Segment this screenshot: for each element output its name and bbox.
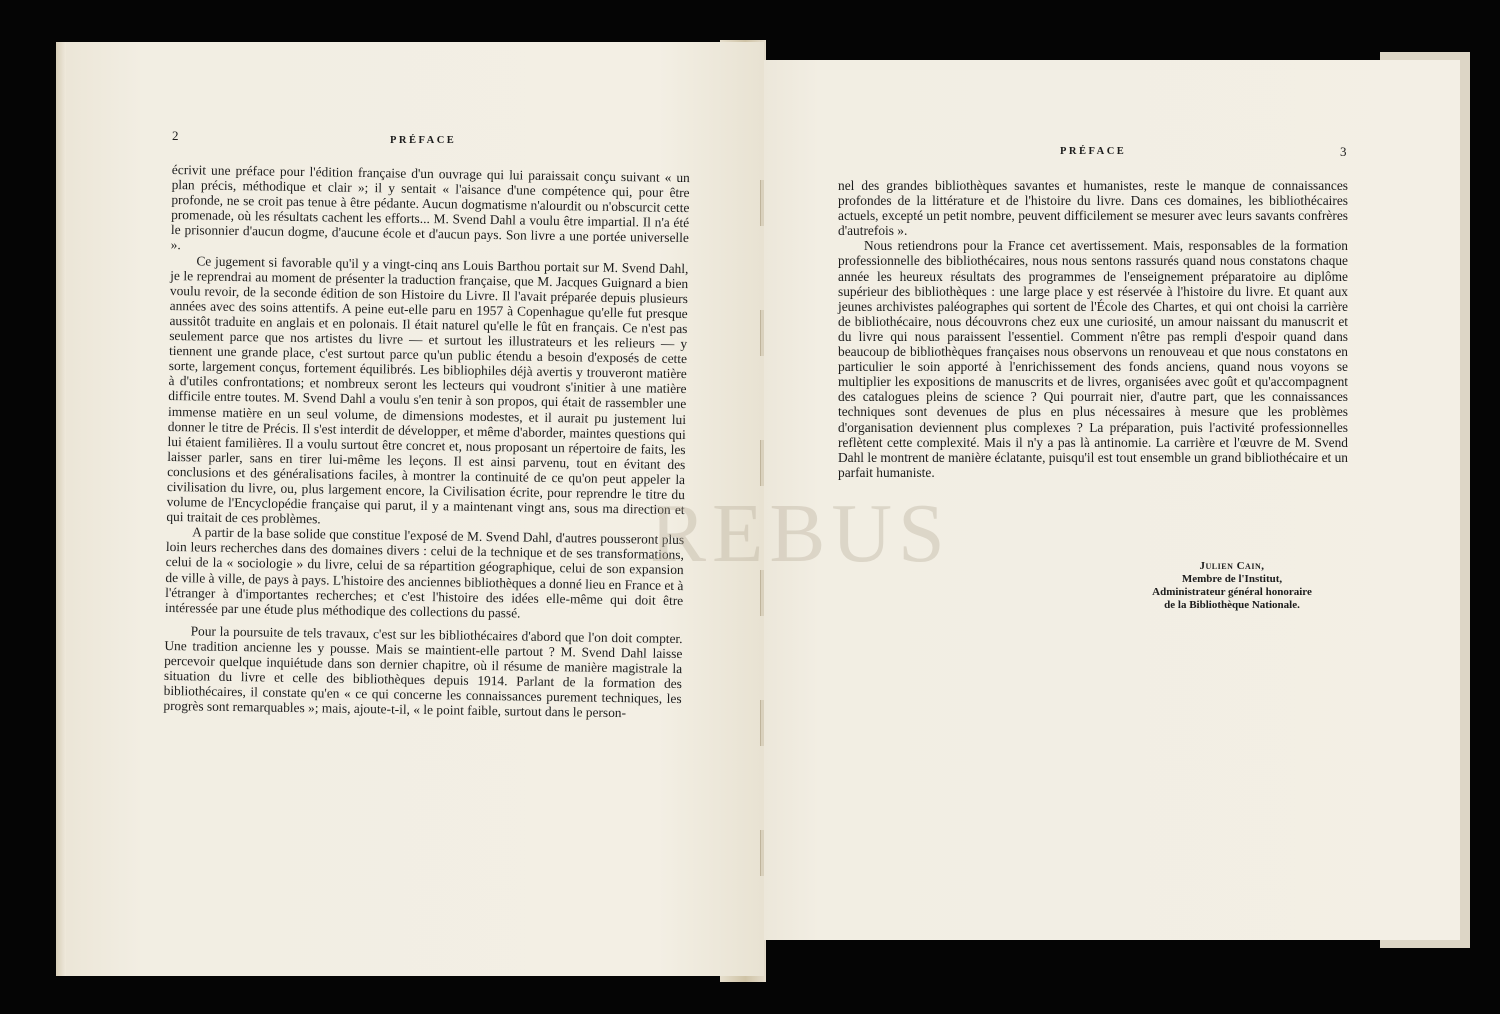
signature-block <box>1100 560 1364 612</box>
paragraph: Ce jugement si favorable qu'il y a vingt-cinq ans Louis Barthou portait sur M. Svend Dahl, je le reprendrai au moment de présenter la traduction française, que M. Jacques Guignard a bien voulu revoir, de la seconde édition de son Histoire du Livre. Il l'avait préparée depuis plusieurs années avec des soins attentifs. A peine eut-elle paru en 1957 à Copenhague qu'elle fut presque aussitôt traduite en anglais et en polonais. Il était naturel qu'elle le fût en français. Ce n'est pas seulement parce que nos artistes du livre — et surtout les illustrateurs et les relieurs — y tiennent une grande place, c'est surtout parce qu'un public étendu a besoin d'exposés de cette sorte, largement conçus, fortement équilibrés. Les bibliophiles déjà avertis y trouveront matière à d'utiles confrontations; et nombreux seront les lecteurs qui voudront s'initier à une matière difficile entre toutes. M. Svend Dahl a voulu s'en tenir à son propos, qui était de rassembler une immense matière en un seul volume, de dimensions modestes, et il aurait pu justement lui donner le titre de Précis. Il s'est interdit de développer, et même d'aborder, maintes questions qui lui étaient familières. Il a voulu surtout être concret et, nous proposant un répertoire de faits, les laisser parler, sans en tirer lui-même les leçons. Il est ainsi parvenu, tout en évitant des conclusions et des généralisations faciles, à montrer la continuité de ce qu'on peut appeler la civilisation du livre, ou, plus largement encore, la Civilisation écrite, pour reprendre le titre du volume de l'Encyclopédie française qui parut, il y a maintenant vingt ans, sous ma direction et qui traitait de ces problèmes. <box>166 252 689 527</box>
paragraph: Nous retiendrons pour la France cet avertissement. Mais, responsables de la formation professionnelle des bibliothécaires, nous nous sentons rassurés quand nous constatons chaque année les heureux résultats des programmes de l'enseignement préparatoire au diplôme supérieur des bibliothèques : une large place y est réservée à l'histoire du livre. Et quant aux jeunes archivistes paléographes qui sortent de l'École des Chartes, et qui ont choisi la carrière de bibliothécaire, nous découvrons chez eux une curiosité, un amour naissant du manuscrit et du livre qui nous paraissent l'essentiel. Comment n'être pas rempli d'espoir quand dans beaucoup de bibliothèques françaises nous observons un renouveau et que nous constatons en particulier le soin apporté à l'enrichissement des fonds anciens, quand nous voyons se multiplier les expositions de manuscrits et de livres, organisées avec goût et qu'accompagnent des catalogues pleins de science ? Qui pourrait nier, d'autre part, que les connaissances techniques sont devenues de plus en plus nécessaires à mesure que les problèmes d'organisation deviennent plus complexes ? La préparation, puis l'activité professionnelles reflètent cette complexité. Mais il n'y a pas là antinomie. La carrière et l'œuvre de M. Svend Dahl le montrent de manière éclatante, puisqu'il est tout ensemble un grand bibliothécaire et un parfait humaniste. <box>838 238 1348 480</box>
signature-line: Administrateur général honoraire <box>1152 586 1312 598</box>
signature-line: Membre de l'Institut, <box>1181 573 1283 585</box>
paragraph: A partir de la base solide que constitue l'exposé de M. Svend Dahl, d'autres pousseront plus loin leurs recherches dans des domaines divers : celui de la technique et de ses transformations, celui de la « sociologie » du livre, celui de sa répartition géographique, celui de son expansion de ville à ville, de pays à pays. L'histoire des anciennes bibliothèques a donné lieu en France et à l'étranger à d'importantes recherches; et c'est l'histoire des idées elle-même qui doit être intéressée par une étude plus méthodique des collections du passé. <box>164 524 685 621</box>
binding-stitch <box>760 830 764 876</box>
left-page-body <box>163 162 690 721</box>
left-running-head: PRÉFACE <box>390 135 457 146</box>
right-running-head: PRÉFACE <box>1060 146 1127 157</box>
right-page-body <box>838 178 1348 480</box>
signature-line: de la Bibliothèque Nationale. <box>1164 599 1300 611</box>
binding-stitch <box>760 700 764 746</box>
paragraph: écrivit une préface pour l'édition française d'un ouvrage qui lui paraissait conçu suivant « un plan précis, méthodique et clair »; il y sentait « l'aisance d'une compétence qui, pour être profonde, ne se croit pas tenue à être pédante. Aucun dogmatisme n'alourdit ou n'obscurcit cette promenade, où les résultats cachent les efforts... M. Svend Dahl a voulu être impartial. Il n'a été le prisonnier d'aucun dogme, d'aucune école et d'aucun pays. Son livre a une portée universelle ». <box>170 162 690 253</box>
paragraph: nel des grandes bibliothèques savantes et humanistes, reste le manque de connaissances profondes de la littérature et de l'histoire du livre. Dans ces domaines, les bibliothécaires actuels, excepté un petit nombre, peuvent difficilement se mesurer avec leurs savants confrères d'autrefois ». <box>838 178 1348 239</box>
paragraph: Pour la poursuite de tels travaux, c'est sur les bibliothécaires d'abord que l'on doit compter. Une tradition ancienne les y pousse. Mais se maintient-elle partout ? M. Svend Dahl laisse percevoir quelque inquiétude dans son dernier chapitre, où il résume de manière magistrale la situation du livre et celle des bibliothèques depuis 1914. Parlant de la formation des bibliothécaires, il constate qu'en « ce qui concerne les connaissances purement techniques, les progrès sont remarquables »; mais, ajoute-t-il, « le point faible, surtout dans le person- <box>163 623 683 721</box>
binding-stitch <box>760 310 764 356</box>
binding-stitch <box>760 180 764 226</box>
right-page-number: 3 <box>1340 144 1347 159</box>
signature-name: Julien Cain, <box>1199 560 1265 572</box>
left-page-number: 2 <box>172 128 179 143</box>
binding-stitch <box>760 440 764 486</box>
watermark: REBUS <box>650 487 951 580</box>
